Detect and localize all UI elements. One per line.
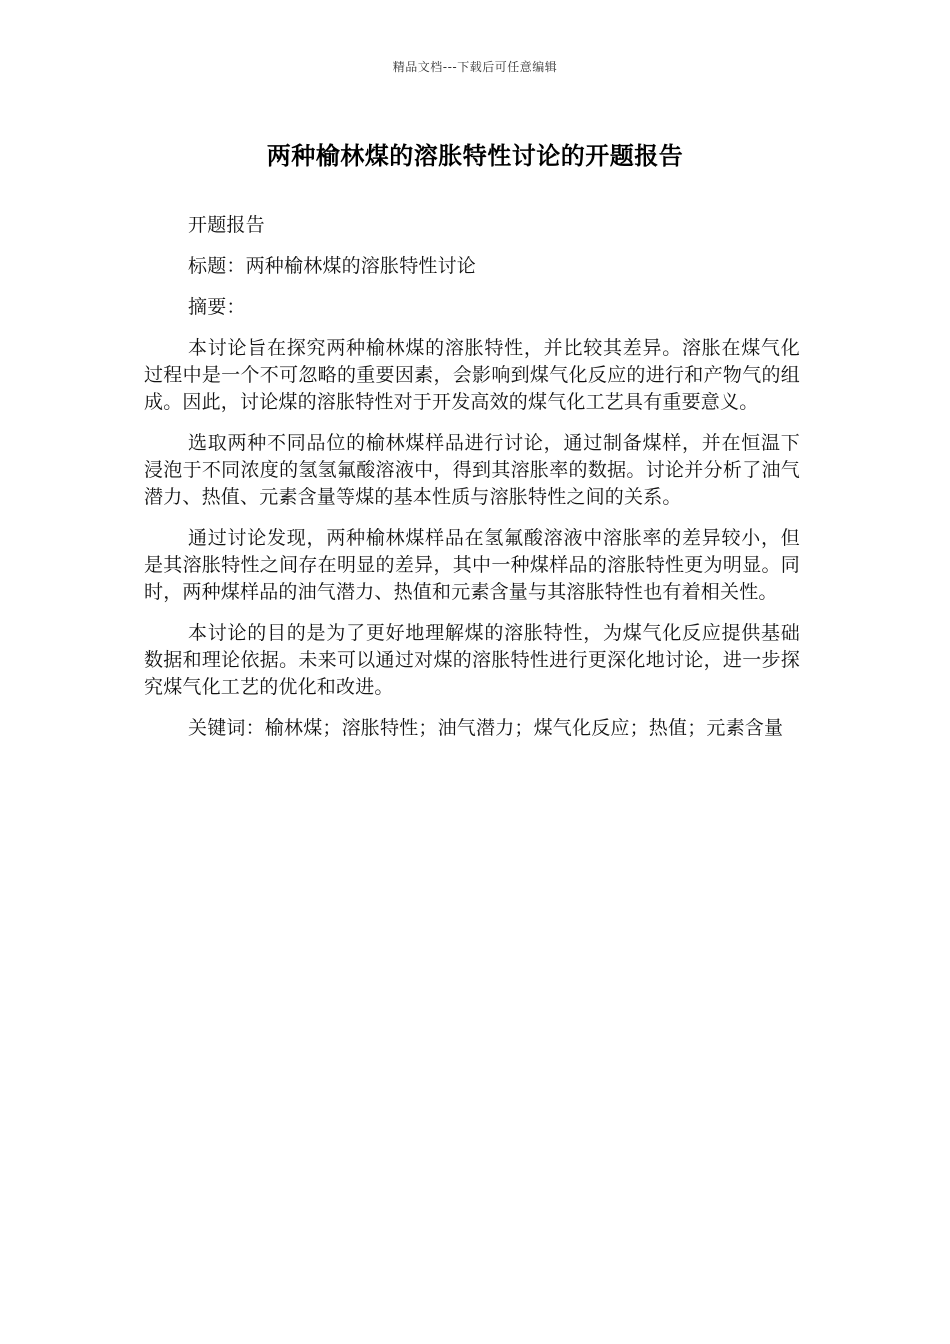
document-title: 两种榆林煤的溶胀特性讨论的开题报告 [266,142,684,170]
header-note: 精品文档---下载后可任意编辑 [392,60,558,74]
purpose-paragraph: 本讨论的目的是为了更好地理解煤的溶胀特性，为煤气化反应提供基础数据和理论依据。未来可以通过对煤的溶胀特性进行更深化地讨论，进一步探究煤气化工艺的优化和改进。 [144,622,800,698]
keywords-paragraph: 关键词：榆林煤；溶胀特性；油气潜力；煤气化反应；热值；元素含量 [188,717,784,739]
subject-line: 标题：两种榆林煤的溶胀特性讨论 [188,255,477,277]
abstract-label: 摘要： [188,296,246,318]
method-paragraph: 选取两种不同品位的榆林煤样品进行讨论，通过制备煤样，并在恒温下浸泡于不同浓度的氢氢氟酸溶液中，得到其溶胀率的数据。讨论并分析了油气潜力、热值、元素含量等煤的基本性质与溶胀特性之间的关系。 [144,432,800,508]
findings-paragraph: 通过讨论发现，两种榆林煤样品在氢氟酸溶液中溶胀率的差异较小，但是其溶胀特性之间存在明显的差异，其中一种煤样品的溶胀特性更为明显。同时，两种煤样品的油气潜力、热值和元素含量与其溶胀特性也有着相关性。 [144,527,800,603]
abstract-paragraph: 本讨论旨在探究两种榆林煤的溶胀特性，并比较其差异。溶胀在煤气化过程中是一个不可忽略的重要因素，会影响到煤气化反应的进行和产物气的组成。因此，讨论煤的溶胀特性对于开发高效的煤气化工艺具有重要意义。 [144,337,800,413]
section-label: 开题报告 [188,214,265,236]
document-body [144,212,800,756]
